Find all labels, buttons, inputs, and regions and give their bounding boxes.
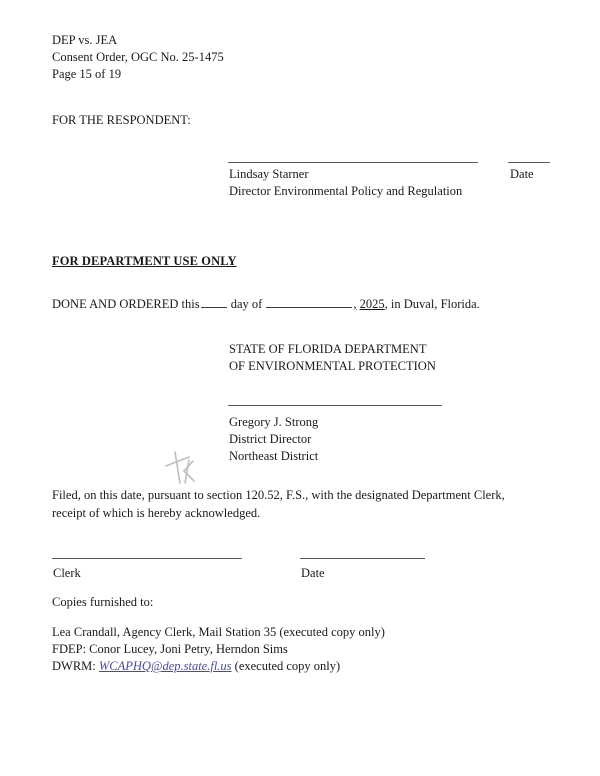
respondent-date-label: Date [510,167,534,181]
dwrm-email-link[interactable]: WCAPHQ@dep.state.fl.us [98,659,232,673]
dwrm-note: (executed copy only) [231,659,341,673]
filing-paragraph-line1: Filed, on this date, pursuant to section 120.52, F.S., with the designated Department Clerk, [52,488,505,502]
done-and-ordered-line [52,296,480,313]
copies-recipient-1: FDEP: Conor Lucey, Joni Petry, Herndon Sims [52,642,288,656]
department-use-heading: FOR DEPARTMENT USE ONLY [52,254,237,268]
done-ordered-mid: day of [230,297,263,311]
copies-heading: Copies furnished to: [52,595,154,609]
official-district: Northeast District [229,449,319,463]
order-year: 2025 [359,297,385,311]
filing-date-label: Date [301,566,325,580]
agency-name-line2: OF ENVIRONMENTAL PROTECTION [229,359,436,373]
respondent-signer-name: Lindsay Starner [229,167,309,181]
agency-name-line1: STATE OF FLORIDA DEPARTMENT [229,342,427,356]
official-title: District Director [229,432,312,446]
filing-paragraph [52,487,552,522]
official-signature-line [228,405,442,406]
respondent-heading: FOR THE RESPONDENT: [52,113,191,127]
document-header [52,32,224,83]
filing-date-line [300,558,425,559]
dwrm-label: DWRM: [52,659,99,673]
copies-recipient-2 [52,658,340,675]
respondent-signer-title: Director Environmental Policy and Regulation [229,184,463,198]
official-name: Gregory J. Strong [229,415,319,429]
clerk-signature-line [52,558,242,559]
header-case-caption: DEP vs. JEA [52,33,118,47]
done-ordered-suffix: , in Duval, Florida. [384,297,480,311]
copies-recipient-0: Lea Crandall, Agency Clerk, Mail Station 35 (executed copy only) [52,625,385,639]
respondent-date-line [508,162,550,163]
clerk-label: Clerk [53,566,81,580]
handwritten-initials-annotation [163,450,205,488]
filing-paragraph-line2: receipt of which is hereby acknowledged. [52,505,261,520]
header-order-number: Consent Order, OGC No. 25-1475 [52,50,224,64]
month-blank-field[interactable] [266,296,352,308]
day-blank-field[interactable] [201,296,227,308]
respondent-signature-line [228,162,478,163]
header-page-number: Page 15 of 19 [52,67,122,81]
year-comma: , [353,297,357,311]
done-ordered-prefix: DONE AND ORDERED this [52,297,200,311]
